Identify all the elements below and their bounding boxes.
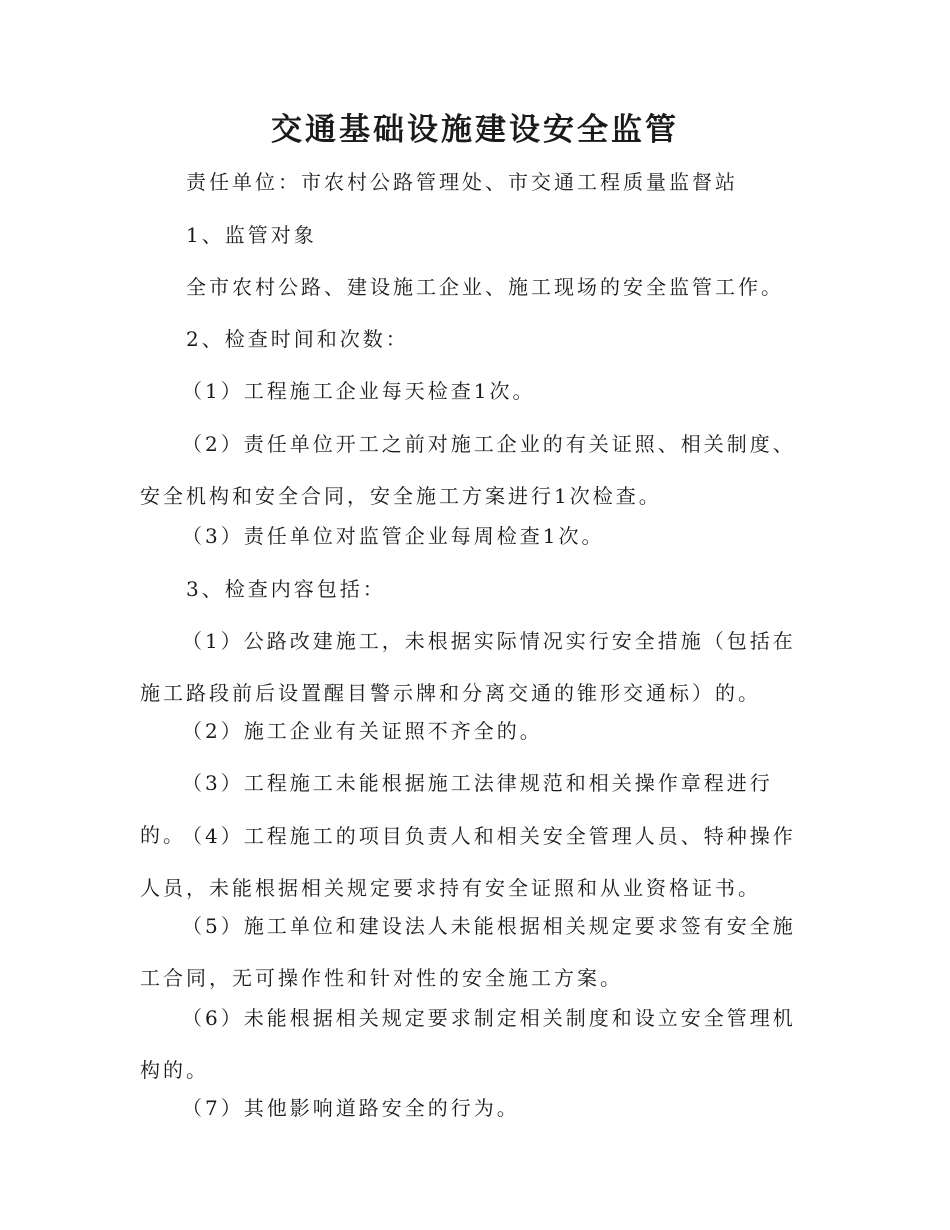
document-title: 交通基础设施建设安全监管	[271, 112, 679, 148]
responsible-unit-paragraph: 责任单位：市农村公路管理处、市交通工程质量监督站	[186, 170, 738, 194]
check-frequency-item-1: （1）工程施工企业每天检查1次。	[182, 379, 536, 403]
section-3-heading: 3、检查内容包括：	[186, 577, 386, 601]
check-content-item-7: （7）其他影响道路安全的行为。	[182, 1096, 520, 1120]
supervision-object-paragraph: 全市农村公路、建设施工企业、施工现场的安全监管工作。	[186, 275, 784, 299]
check-frequency-item-3: （3）责任单位对监管企业每周检查1次。	[182, 524, 605, 548]
check-content-item-3: （3）工程施工未能根据施工法律规范和相关操作章程进行的。	[140, 771, 773, 847]
check-content-item-2: （2）施工企业有关证照不齐全的。	[182, 719, 543, 743]
check-content-item-6: （6）未能根据相关规定要求制定相关制度和设立安全管理机构的。	[140, 1006, 796, 1082]
section-1-heading: 1、监管对象	[186, 223, 317, 247]
check-content-item-4: （4）工程施工的项目负责人和相关安全管理人员、特种操作人员，未能根据相关规定要求持有安全证照和从业资格证书。	[140, 824, 796, 900]
check-content-item-5: （5）施工单位和建设法人未能根据相关规定要求签有安全施工合同，无可操作性和针对性的安全施工方案。	[140, 914, 796, 990]
check-content-item-1: （1）公路改建施工，未根据实际情况实行安全措施（包括在施工路段前后设置醒目警示牌和分离交通的锥形交通标）的。	[140, 629, 796, 705]
check-frequency-item-2: （2）责任单位开工之前对施工企业的有关证照、相关制度、安全机构和安全合同，安全施工方案进行1次检查。	[140, 432, 796, 508]
section-2-heading: 2、检查时间和次数：	[186, 327, 409, 351]
